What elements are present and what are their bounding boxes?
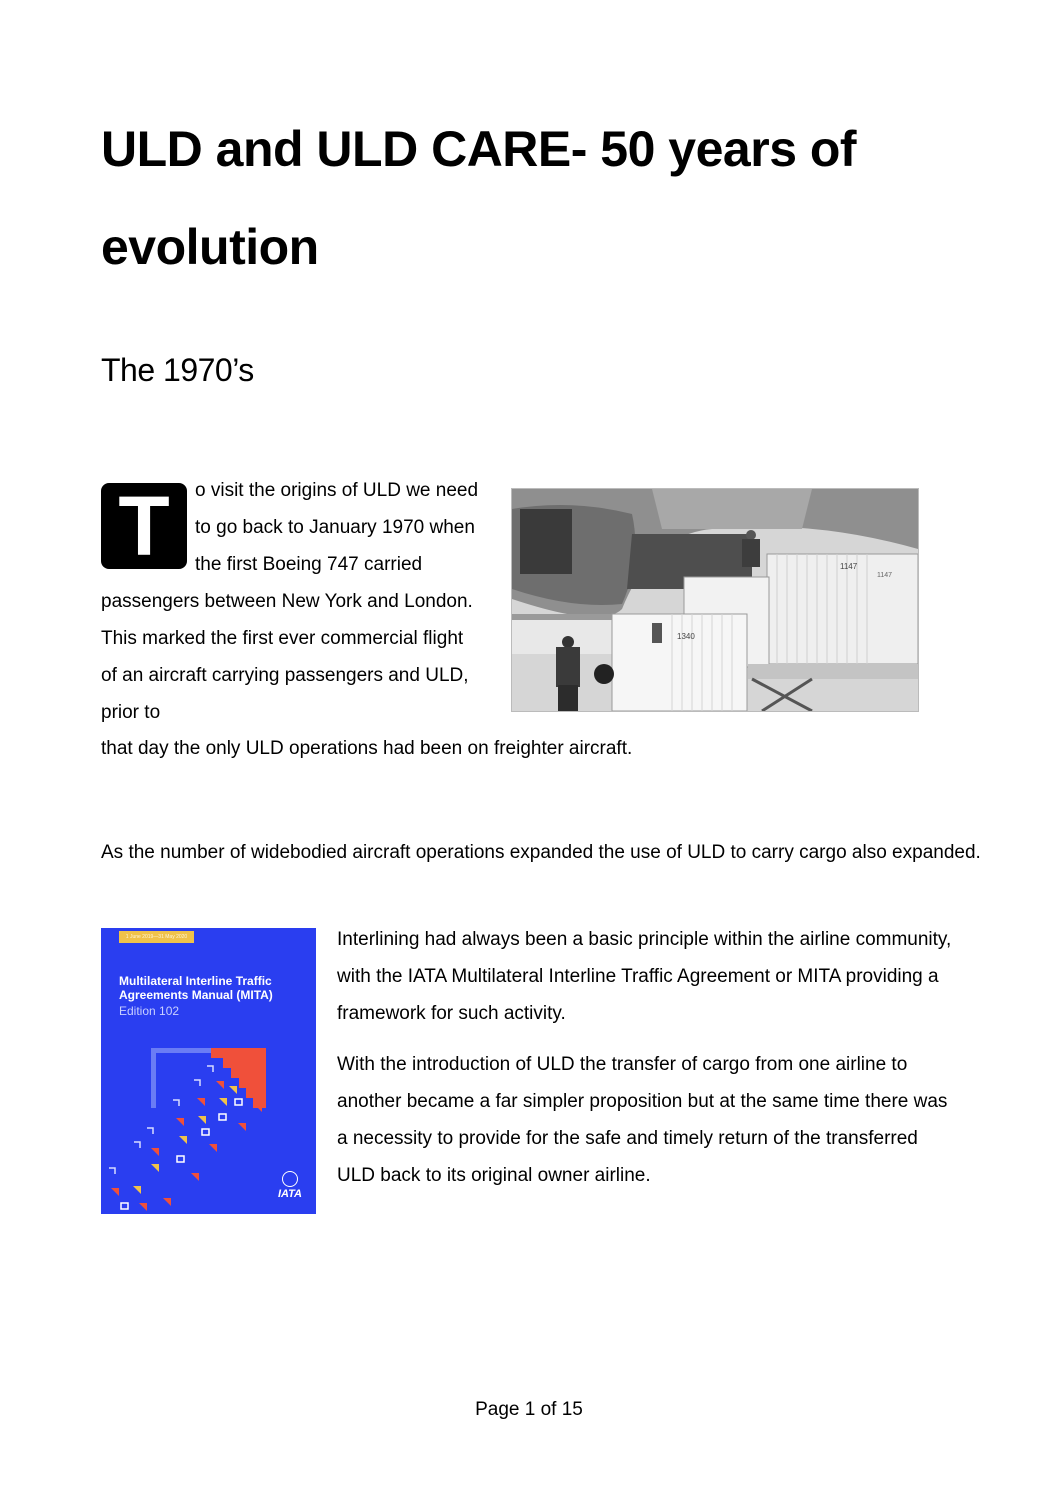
iata-logo: IATA [278, 1171, 302, 1200]
paragraph-uld-transfer: With the introduction of ULD the transfer of cargo from one airline to another became a far simpler proposition but at the same time there was a necessity to provide for the safe and timely return of the transferred ULD back to its original owner airline. [337, 1054, 948, 1186]
svg-text:1147: 1147 [877, 572, 893, 579]
intro-continuation: that day the only ULD operations had been on freighter aircraft. [101, 738, 633, 759]
page-number: Page 1 of 15 [475, 1399, 583, 1420]
intro-text: o visit the origins of ULD we need to go back to January 1970 when the first Boeing 747 carried passengers between New York and London. This marked the first ever commercial flight of an aircraft carrying passengers and ULD, prior to [101, 480, 479, 723]
intro-paragraph [101, 472, 481, 731]
mita-cover-edition: Edition 102 [119, 1004, 180, 1018]
globe-icon [282, 1171, 298, 1187]
photo-illustration [512, 489, 918, 711]
document-title: ULD and ULD CARE- 50 years of evolution [101, 121, 857, 275]
paragraph-widebody-expansion: As the number of widebodied aircraft operations expanded the use of ULD to carry cargo also expanded. [101, 842, 981, 863]
paragraph-interlining: Interlining had always been a basic principle within the airline community, with the IATA Multilateral Interline Traffic Agreement or MITA providing a framework for such activity. [337, 929, 952, 1024]
mita-cover-title: Multilateral Interline Traffic Agreements Manual (MITA) [119, 974, 273, 1002]
mita-manual-cover-image [101, 928, 316, 1214]
svg-text:1340: 1340 [677, 632, 695, 641]
svg-text:1147: 1147 [840, 562, 858, 571]
drop-cap: T [101, 483, 187, 569]
mita-date-band: 1 June 2019—31 May 2020 [119, 931, 194, 943]
section-heading: The 1970’s [101, 352, 254, 388]
boeing-747-uld-loading-photo [511, 488, 919, 712]
